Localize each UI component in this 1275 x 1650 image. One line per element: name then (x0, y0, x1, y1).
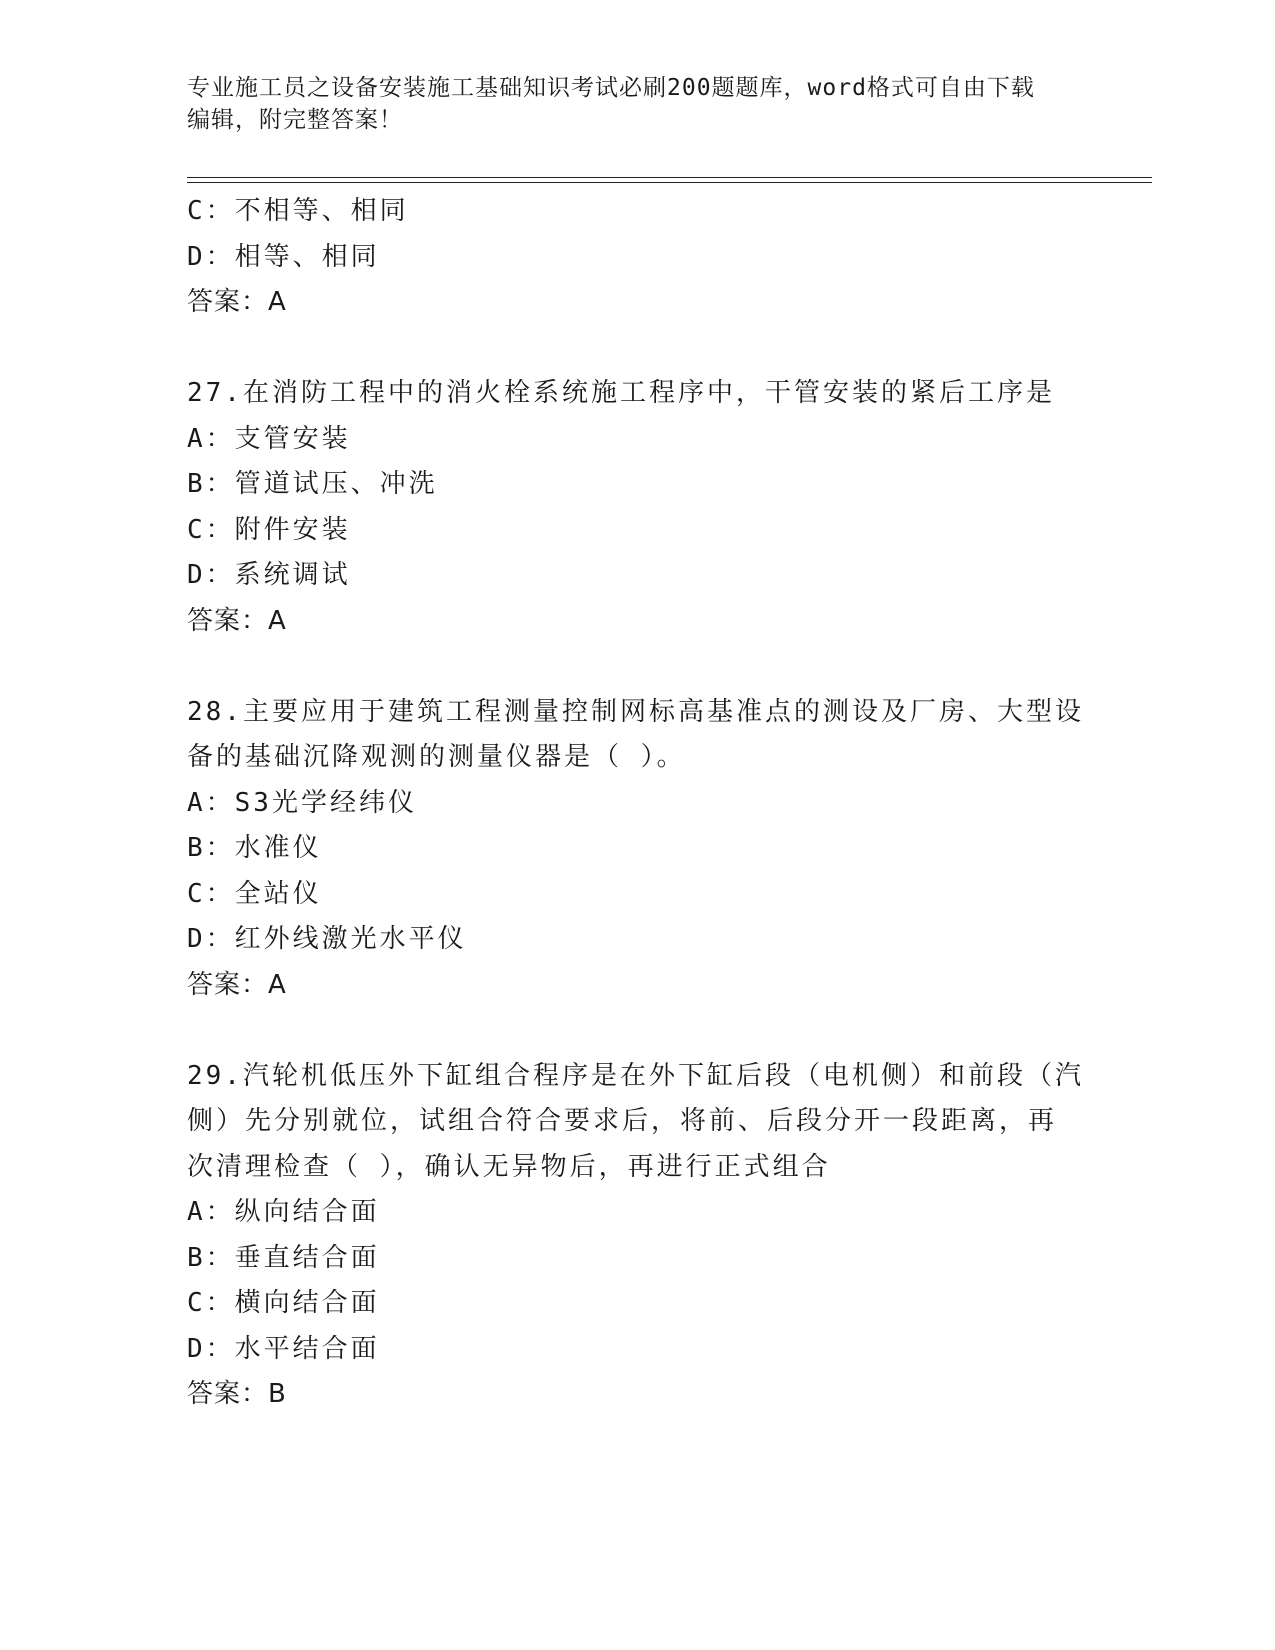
question-28 (187, 690, 1087, 1009)
header-rule-bottom (187, 182, 1152, 183)
option-c: C：全站仪 (187, 878, 322, 909)
option-d: D：系统调试 (187, 560, 351, 590)
option-b: B：水准仪 (187, 833, 322, 863)
header-line-1: 专业施工员之设备安装施工基础知识考试必刷200题题库，word格式可自由下载 (187, 75, 1035, 101)
answer: 答案：A (187, 605, 287, 636)
header-line-2: 编辑，附完整答案！ (187, 107, 403, 133)
question-text-line-2: 备的基础沉降观测的测量仪器是（ ）。 (187, 742, 686, 772)
document-header (187, 72, 1067, 136)
spacer (187, 1008, 1087, 1054)
header-rule-top (187, 177, 1152, 178)
question-text-line-1: 28.主要应用于建筑工程测量控制网标高基准点的测设及厂房、大型设 (187, 696, 1084, 727)
question-text: 27.在消防工程中的消火栓系统施工程序中，干管安装的紧后工序是 (187, 378, 1055, 408)
question-list (187, 189, 1087, 1418)
question-29 (187, 1054, 1087, 1418)
option-a: A：支管安装 (187, 423, 351, 454)
spacer (187, 326, 1087, 372)
question-text-line-2: 侧）先分别就位，试组合符合要求后，将前、后段分开一段距离，再 (187, 1106, 1058, 1136)
option-b: B：垂直结合面 (187, 1242, 380, 1273)
option-c: C：附件安装 (187, 514, 351, 545)
spacer (187, 644, 1087, 690)
option-a: A：纵向结合面 (187, 1197, 380, 1227)
answer: 答案：A (187, 287, 287, 317)
option-c: C：不相等、相同 (187, 196, 409, 226)
option-c: C：横向结合面 (187, 1288, 380, 1318)
option-d: D：红外线激光水平仪 (187, 924, 467, 954)
question-27 (187, 371, 1087, 644)
question-text-line-1: 29.汽轮机低压外下缸组合程序是在外下缸后段（电机侧）和前段（汽 (187, 1060, 1084, 1091)
answer: 答案：B (187, 1379, 287, 1409)
question-text-line-3: 次清理检查（ ），确认无异物后，再进行正式组合 (187, 1151, 831, 1182)
option-d: D：水平结合面 (187, 1333, 380, 1364)
option-b: B：管道试压、冲洗 (187, 469, 438, 499)
option-a: A：S3光学经纬仪 (187, 787, 417, 818)
option-d: D：相等、相同 (187, 241, 380, 272)
question-26-tail (187, 189, 1087, 326)
answer: 答案：A (187, 969, 287, 1000)
